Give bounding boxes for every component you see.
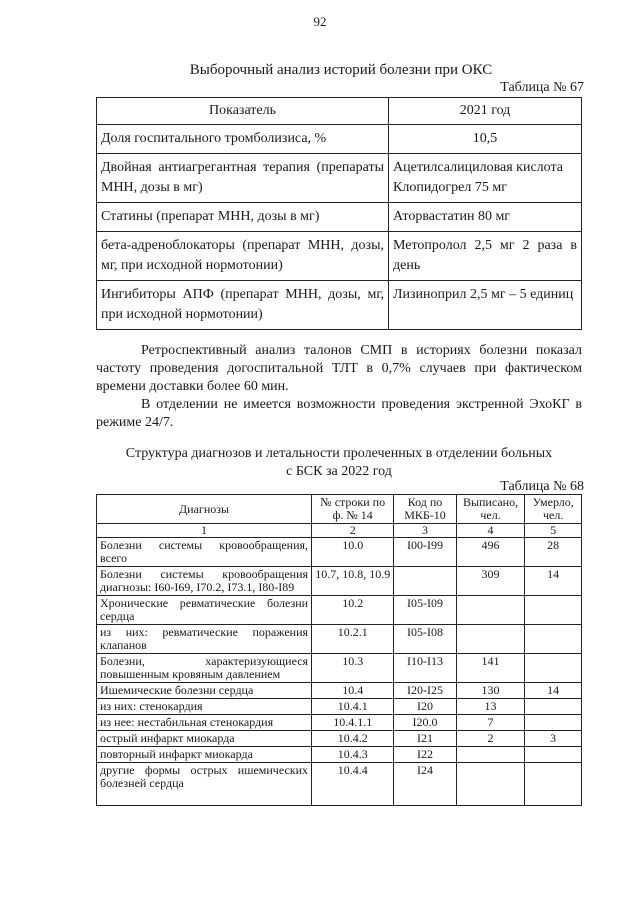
column-index-row: [97, 524, 582, 538]
table-68-title: [96, 445, 582, 481]
icd-code-cell: I20: [394, 699, 456, 715]
header-diagnoses: Диагнозы: [97, 495, 312, 524]
table-row: [97, 747, 582, 763]
table-row: [97, 125, 582, 154]
column-index: 4: [456, 524, 525, 538]
died-cell: 14: [525, 567, 582, 596]
diagnosis-cell: острый инфаркт миокарда: [97, 731, 312, 747]
header-discharged: Выписано, чел.: [456, 495, 525, 524]
icd-code-cell: I05-I08: [394, 625, 456, 654]
line-number-cell: 10.4.1.1: [312, 715, 394, 731]
icd-code-cell: [394, 567, 456, 596]
icd-code-cell: I20.0: [394, 715, 456, 731]
discharged-cell: 2: [456, 731, 525, 747]
diagnosis-cell: Хронические ревматические болезни сердца: [97, 596, 312, 625]
line-number-cell: 10.3: [312, 654, 394, 683]
table-row: [97, 654, 582, 683]
column-index: 5: [525, 524, 582, 538]
table-68-caption: Таблица № 68: [500, 479, 584, 494]
table-67-caption: Таблица № 67: [500, 80, 584, 95]
header-indicator: Показатель: [97, 98, 389, 125]
column-index: 1: [97, 524, 312, 538]
header-year: 2021 год: [389, 98, 582, 125]
table-row: [97, 232, 582, 281]
icd-code-cell: I22: [394, 747, 456, 763]
line-number-cell: 10.4.1: [312, 699, 394, 715]
died-cell: 28: [525, 538, 582, 567]
line-number-cell: 10.2.1: [312, 625, 394, 654]
value-cell: 10,5: [389, 125, 582, 154]
line-number-cell: 10.4.2: [312, 731, 394, 747]
died-cell: [525, 596, 582, 625]
line-number-cell: 10.2: [312, 596, 394, 625]
table-68: [96, 494, 582, 806]
table-row: [97, 596, 582, 625]
column-index: 2: [312, 524, 394, 538]
value-cell: Ацетилсалициловая кислота Клопидогрел 75 мг: [389, 154, 582, 203]
icd-code-cell: I00-I99: [394, 538, 456, 567]
header-icd-code: Код по МКБ-10: [394, 495, 456, 524]
table-67: [96, 97, 582, 330]
diagnosis-cell: из них: ревматические поражения клапанов: [97, 625, 312, 654]
table-row: [97, 731, 582, 747]
icd-code-cell: I21: [394, 731, 456, 747]
died-cell: [525, 625, 582, 654]
table-row: [97, 625, 582, 654]
discharged-cell: [456, 747, 525, 763]
died-cell: [525, 654, 582, 683]
diagnosis-cell: Ишемические болезни сердца: [97, 683, 312, 699]
discharged-cell: [456, 625, 525, 654]
table-row: [97, 763, 582, 806]
table-row: [97, 699, 582, 715]
indicator-cell: бета-адреноблокаторы (препарат МНН, дозы, мг, при исходной нормотонии): [97, 232, 389, 281]
table-68-title-line2: с БСК за 2022 год: [286, 464, 392, 479]
table-row: [97, 203, 582, 232]
died-cell: [525, 763, 582, 806]
diagnosis-cell: из них: стенокардия: [97, 699, 312, 715]
paragraph-echocg: В отделении не имеется возможности проведения экстренной ЭхоКГ в режиме 24/7.: [96, 397, 582, 430]
table-68-title-line1: Структура диагнозов и летальности пролеченных в отделении больных: [125, 446, 553, 461]
indicator-cell: Доля госпитального тромболизиса, %: [97, 125, 389, 154]
table-row: [97, 715, 582, 731]
column-index: 3: [394, 524, 456, 538]
diagnosis-cell: Болезни системы кровообращения, всего: [97, 538, 312, 567]
table-row: [97, 538, 582, 567]
line-number-cell: 10.4: [312, 683, 394, 699]
table-header-row: [97, 98, 582, 125]
header-died: Умерло, чел.: [525, 495, 582, 524]
discharged-cell: [456, 596, 525, 625]
header-line-number: № строки по ф. № 14: [312, 495, 394, 524]
table-row: [97, 281, 582, 330]
discharged-cell: 130: [456, 683, 525, 699]
page-number: 92: [313, 14, 327, 29]
died-cell: [525, 699, 582, 715]
value-cell: Лизиноприл 2,5 мг – 5 единиц: [389, 281, 582, 330]
table-67-title: Выборочный анализ историй болезни при ОКС: [189, 62, 493, 78]
line-number-cell: 10.4.3: [312, 747, 394, 763]
table-row: [97, 683, 582, 699]
icd-code-cell: I20-I25: [394, 683, 456, 699]
diagnosis-cell: другие формы острых ишемических болезней сердца: [97, 763, 312, 806]
icd-code-cell: I05-I09: [394, 596, 456, 625]
table-row: [97, 567, 582, 596]
diagnosis-cell: Болезни, характеризующиеся повышенным кровяным давлением: [97, 654, 312, 683]
paragraph-retrospective: Ретроспективный анализ талонов СМП в историях болезни показал частоту проведения догоспитальной ТЛТ в 0,7% случаев при фактическом времени доставки более 60 мин.: [96, 343, 582, 394]
value-cell: Метопролол 2,5 мг 2 раза в день: [389, 232, 582, 281]
died-cell: [525, 747, 582, 763]
table-header-row: [97, 495, 582, 524]
diagnosis-cell: повторный инфаркт миокарда: [97, 747, 312, 763]
icd-code-cell: I10-I13: [394, 654, 456, 683]
indicator-cell: Статины (препарат МНН, дозы в мг): [97, 203, 389, 232]
diagnosis-cell: из нее: нестабильная стенокардия: [97, 715, 312, 731]
died-cell: 3: [525, 731, 582, 747]
indicator-cell: Двойная антиагрегантная терапия (препараты МНН, дозы в мг): [97, 154, 389, 203]
died-cell: 14: [525, 683, 582, 699]
value-cell: Аторвастатин 80 мг: [389, 203, 582, 232]
discharged-cell: 13: [456, 699, 525, 715]
discharged-cell: [456, 763, 525, 806]
discharged-cell: 309: [456, 567, 525, 596]
discharged-cell: 7: [456, 715, 525, 731]
line-number-cell: 10.4.4: [312, 763, 394, 806]
line-number-cell: 10.7, 10.8, 10.9: [312, 567, 394, 596]
indicator-cell: Ингибиторы АПФ (препарат МНН, дозы, мг, при исходной нормотонии): [97, 281, 389, 330]
icd-code-cell: I24: [394, 763, 456, 806]
line-number-cell: 10.0: [312, 538, 394, 567]
died-cell: [525, 715, 582, 731]
discharged-cell: 496: [456, 538, 525, 567]
diagnosis-cell: Болезни системы кровообращения диагнозы: I60-I69, I70.2, I73.1, I80-I89: [97, 567, 312, 596]
discharged-cell: 141: [456, 654, 525, 683]
table-row: [97, 154, 582, 203]
